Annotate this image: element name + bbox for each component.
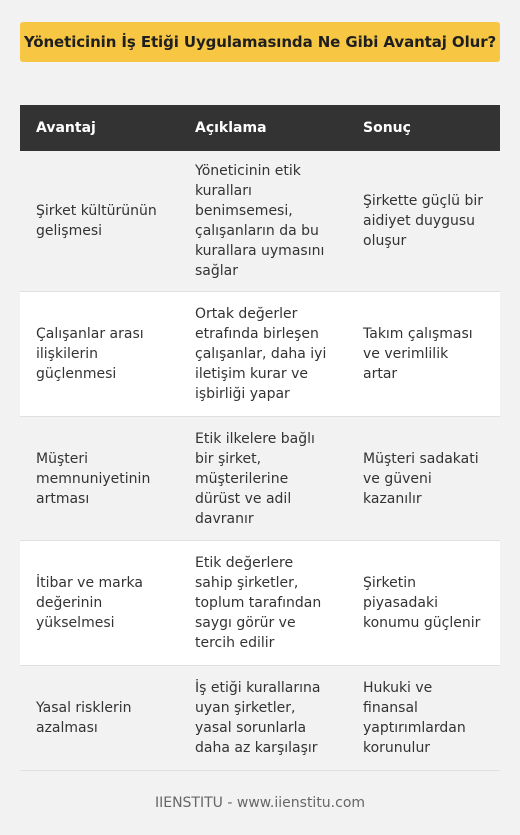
cell-avantaj: İtibar ve marka değerinin yükselmesi — [20, 541, 179, 666]
table-row — [20, 666, 500, 771]
cell-avantaj: Çalışanlar arası ilişkilerin güçlenmesi — [20, 292, 179, 417]
cell-sonuc: Şirketin piyasadaki konumu güçlenir — [347, 541, 500, 666]
cell-aciklama: Ortak değerler etrafında birleşen çalışanlar, daha iyi iletişim kurar ve işbirliği yapar — [179, 292, 347, 417]
cell-avantaj: Müşteri memnuniyetinin artması — [20, 417, 179, 541]
footer-source: IIENSTITU - www.iienstitu.com — [154, 795, 366, 811]
cell-avantaj: Şirket kültürünün gelişmesi — [20, 151, 179, 292]
cell-sonuc: Hukuki ve finansal yaptırımlardan korunulur — [347, 666, 500, 771]
cell-sonuc: Müşteri sadakati ve güveni kazanılır — [347, 417, 500, 541]
table-row — [20, 151, 500, 292]
table-row — [20, 292, 500, 417]
advantages-table — [20, 105, 500, 771]
column-header-avantaj: Avantaj — [36, 120, 96, 136]
table-row — [20, 417, 500, 541]
cell-sonuc: Şirkette güçlü bir aidiyet duygusu oluşur — [347, 151, 500, 292]
cell-aciklama: İş etiği kurallarına uyan şirketler, yasal sorunlarla daha az karşılaşır — [179, 666, 347, 771]
page-title: Yöneticinin İş Etiği Uygulamasında Ne Gibi Avantaj Olur? — [20, 22, 500, 62]
column-header-sonuc: Sonuç — [363, 120, 411, 136]
column-header-aciklama: Açıklama — [195, 120, 267, 136]
cell-avantaj: Yasal risklerin azalması — [20, 666, 179, 771]
table-header-row — [20, 105, 500, 151]
cell-aciklama: Etik değerlere sahip şirketler, toplum tarafından saygı görür ve tercih edilir — [179, 541, 347, 666]
table-row — [20, 541, 500, 666]
cell-aciklama: Yöneticinin etik kuralları benimsemesi, çalışanların da bu kurallara uymasını sağlar — [179, 151, 347, 292]
cell-aciklama: Etik ilkelere bağlı bir şirket, müşterilerine dürüst ve adil davranır — [179, 417, 347, 541]
cell-sonuc: Takım çalışması ve verimlilik artar — [347, 292, 500, 417]
